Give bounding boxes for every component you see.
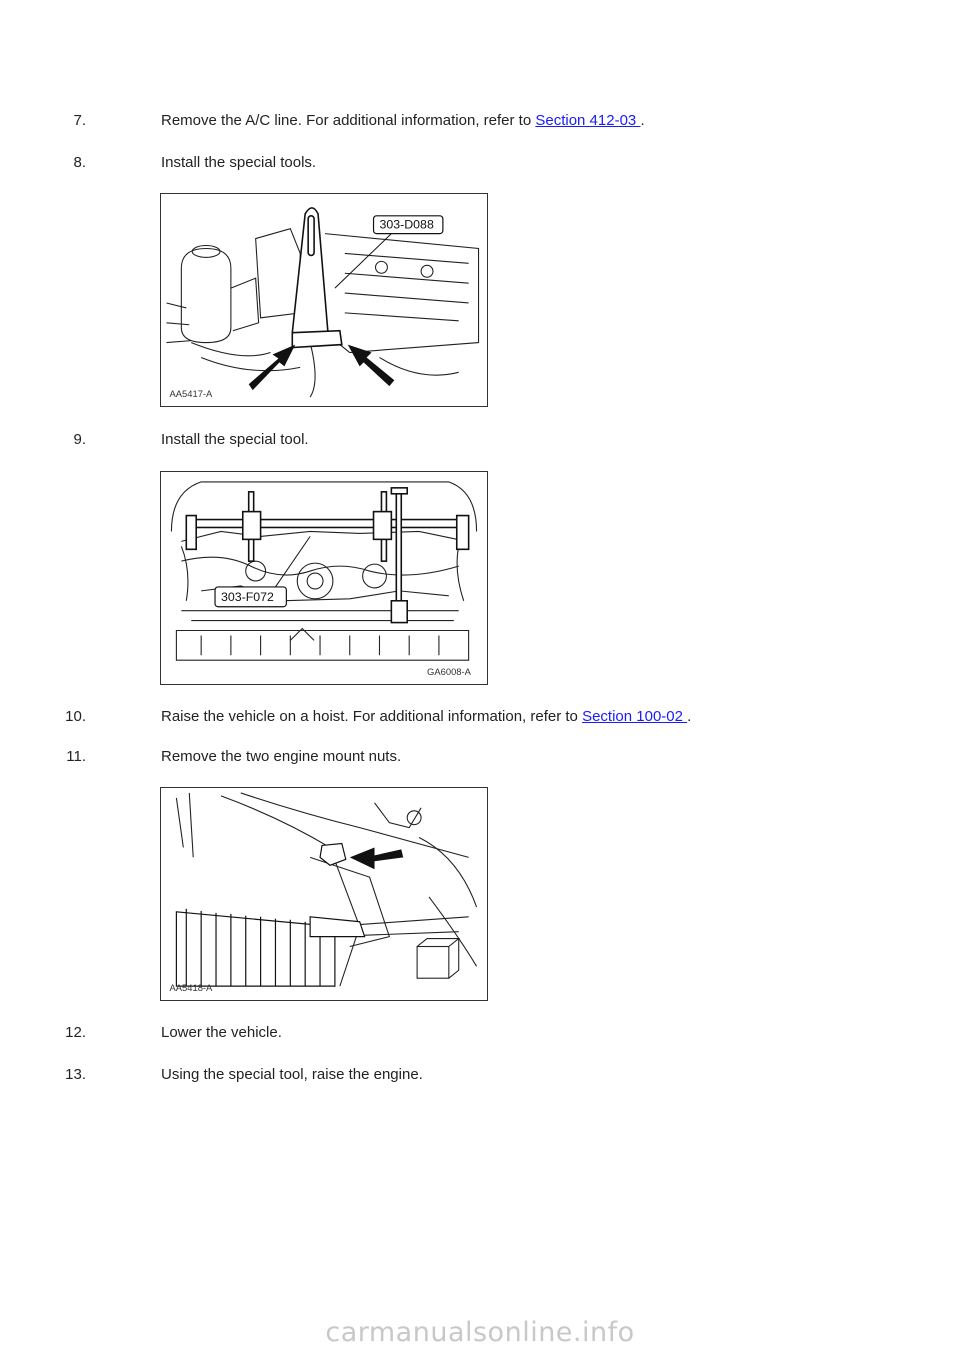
engine-mount-illustration bbox=[161, 788, 487, 1000]
arrow-icon bbox=[350, 847, 403, 869]
figure-special-tools-install bbox=[160, 193, 488, 407]
step-text-body: Raise the vehicle on a hoist. For additional information, refer to bbox=[161, 708, 583, 725]
step-text-end: . bbox=[687, 708, 692, 725]
step-number: 9. bbox=[73, 431, 86, 448]
step-number: 10. bbox=[65, 708, 86, 725]
step-12 bbox=[0, 1022, 900, 1044]
tool-label-303-d088: 303-D088 bbox=[379, 217, 434, 232]
engine-illustration bbox=[161, 194, 487, 406]
step-text: Using the special tool, raise the engine. bbox=[161, 1066, 423, 1083]
step-number: 8. bbox=[73, 154, 86, 171]
figure-engine-mount-nuts bbox=[160, 787, 488, 1001]
step-number: 11. bbox=[66, 748, 86, 765]
step-10 bbox=[0, 706, 900, 728]
step-text bbox=[161, 110, 645, 132]
watermark: carmanualsonline.info bbox=[325, 1317, 635, 1348]
step-11 bbox=[0, 746, 900, 768]
arrow-icon bbox=[249, 345, 296, 391]
step-text bbox=[161, 706, 691, 728]
figure-code: AA5417-A bbox=[169, 388, 213, 400]
step-text: Install the special tool. bbox=[161, 431, 309, 448]
step-text-body: Remove the A/C line. For additional information, refer to bbox=[161, 112, 536, 129]
step-8 bbox=[0, 152, 900, 174]
step-number: 12. bbox=[65, 1024, 86, 1041]
step-7 bbox=[0, 110, 900, 132]
step-13 bbox=[0, 1064, 900, 1086]
figure-code: GA6008-A bbox=[427, 666, 471, 678]
step-text: Install the special tools. bbox=[161, 154, 317, 171]
section-100-02-link[interactable]: Section 100-02 bbox=[582, 708, 688, 725]
figure-code: AA5418-A bbox=[169, 982, 213, 994]
engine-bay-illustration bbox=[161, 472, 487, 684]
tool-label-303-f072: 303-F072 bbox=[220, 589, 274, 604]
step-text: Lower the vehicle. bbox=[161, 1024, 282, 1041]
step-number: 7. bbox=[73, 112, 86, 129]
figure-engine-support-install bbox=[160, 471, 488, 685]
step-text-end: . bbox=[640, 112, 645, 129]
step-text: Remove the two engine mount nuts. bbox=[161, 748, 402, 765]
step-number: 13. bbox=[65, 1066, 86, 1083]
step-9 bbox=[0, 429, 900, 451]
section-412-03-link[interactable]: Section 412-03 bbox=[535, 112, 641, 129]
